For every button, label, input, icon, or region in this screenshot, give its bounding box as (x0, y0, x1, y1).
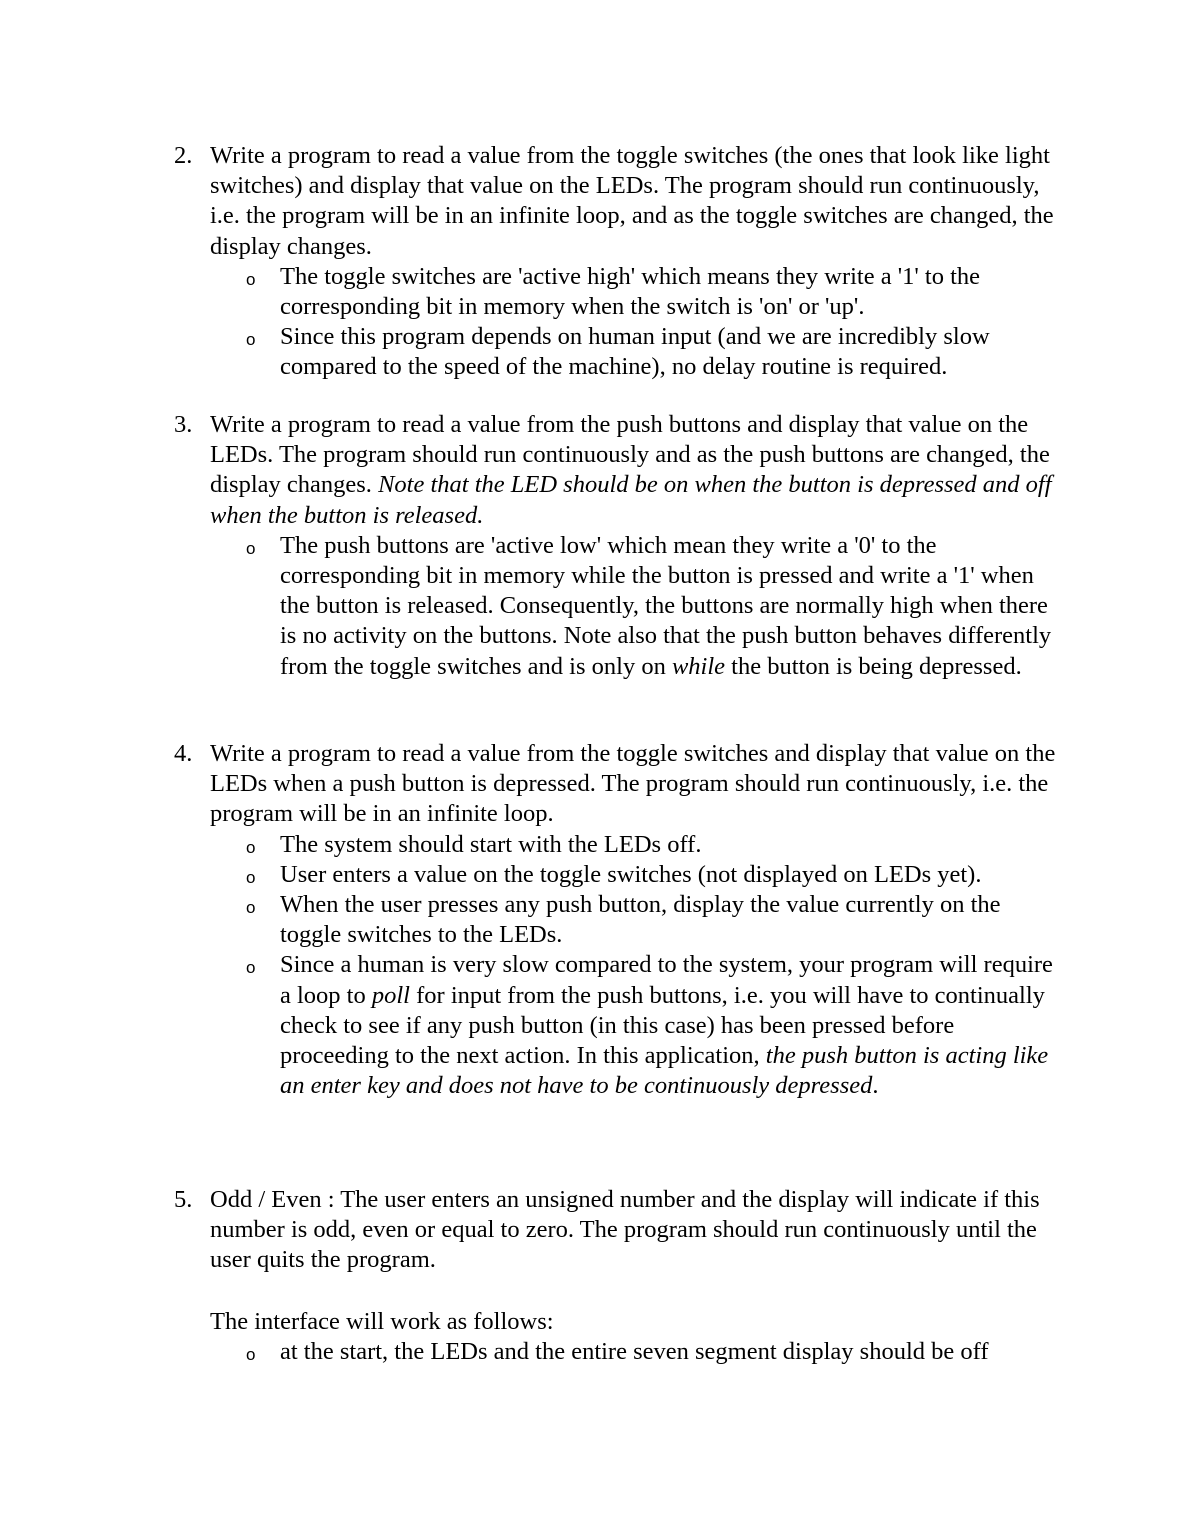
bullet-icon: o (246, 837, 256, 857)
list-item-5 (174, 1185, 1060, 1367)
list-item-3 (174, 410, 1060, 682)
sub-list (210, 1337, 1060, 1367)
sub-list-item: o When the user presses any push button, display the value currently on the toggle switches to the LEDs. (246, 891, 1001, 949)
sub-list-item: o Since this program depends on human input (and we are incredibly slow compared to the speed of the machine), no delay routine is required. (246, 323, 990, 381)
item-text: Write a program to read a value from the toggle switches (the ones that look like light switches) and display that value on the LEDs. The program should run continuously, i.e. the program will be in an infinite loop, and as the toggle switches are changed, the display changes. (210, 142, 1054, 260)
sub-list-item: o The push buttons are 'active low' which mean they write a '0' to the corresponding bit in memory while the button is pressed and write a '1' when the button is released. Consequently, the buttons are normally high when there is no activity on the buttons. Note also that the push button behaves differently from the toggle switches and is only on while the button is being depressed. (246, 531, 1052, 680)
item-note: Note that the LED should be on when the button is depressed and off when the button is released. (210, 471, 1052, 529)
sub-list-item: o Since a human is very slow compared to the system, your program will require a loop to poll for input from the push buttons, i.e. you will have to continually check to see if any push button (in this case) has been pressed before proceeding to the next action. In this application, the push button is acting like an enter key and does not have to be continuously depressed. (246, 951, 1053, 1100)
list-item-4 (174, 739, 1060, 1101)
sub-list-item: o at the start, the LEDs and the entire seven segment display should be off (210, 1337, 1060, 1367)
bullet-icon: o (246, 867, 256, 887)
item-number: 4. (174, 740, 193, 767)
item-text: Write a program to read a value from the toggle switches and display that value on the LEDs when a push button is depressed. The program should run continuously, i.e. the program will be in an infinite loop. (210, 740, 1056, 828)
sub-list-item: o The toggle switches are 'active high' which means they write a '1' to the corresponding bit in memory when the switch is 'on' or 'up'. (246, 262, 981, 321)
bullet-icon: o (246, 538, 256, 558)
item-text: Write a program to read a value from the push buttons and display that value on the LEDs. The program should run continuously and as the push buttons are changed, the display changes. Note that the LED should be on when the button is depressed and off when the button is released. (210, 411, 1052, 529)
sub-list (210, 830, 1060, 1102)
bullet-icon: o (246, 898, 256, 918)
sub-list (210, 531, 1060, 682)
item-number: 3. (174, 411, 193, 438)
item-number: 2. (174, 142, 193, 169)
interface-intro: The interface will work as follows: (210, 1307, 554, 1335)
bullet-icon: o (246, 1344, 256, 1364)
item-number: 5. (174, 1186, 193, 1213)
item-text: Odd / Even : The user enters an unsigned number and the display will indicate if this number is odd, even or equal to zero. The program should run continuously until the user quits the program. (210, 1186, 1040, 1274)
bullet-icon: o (246, 958, 256, 978)
list-item-2 (174, 141, 1060, 383)
sub-list-item: o User enters a value on the toggle switches (not displayed on LEDs yet). (210, 860, 1060, 890)
bullet-icon: o (246, 269, 256, 289)
bullet-icon: o (246, 330, 256, 350)
sub-list (210, 262, 1060, 383)
sub-list-item: o The system should start with the LEDs off. (210, 830, 1060, 860)
